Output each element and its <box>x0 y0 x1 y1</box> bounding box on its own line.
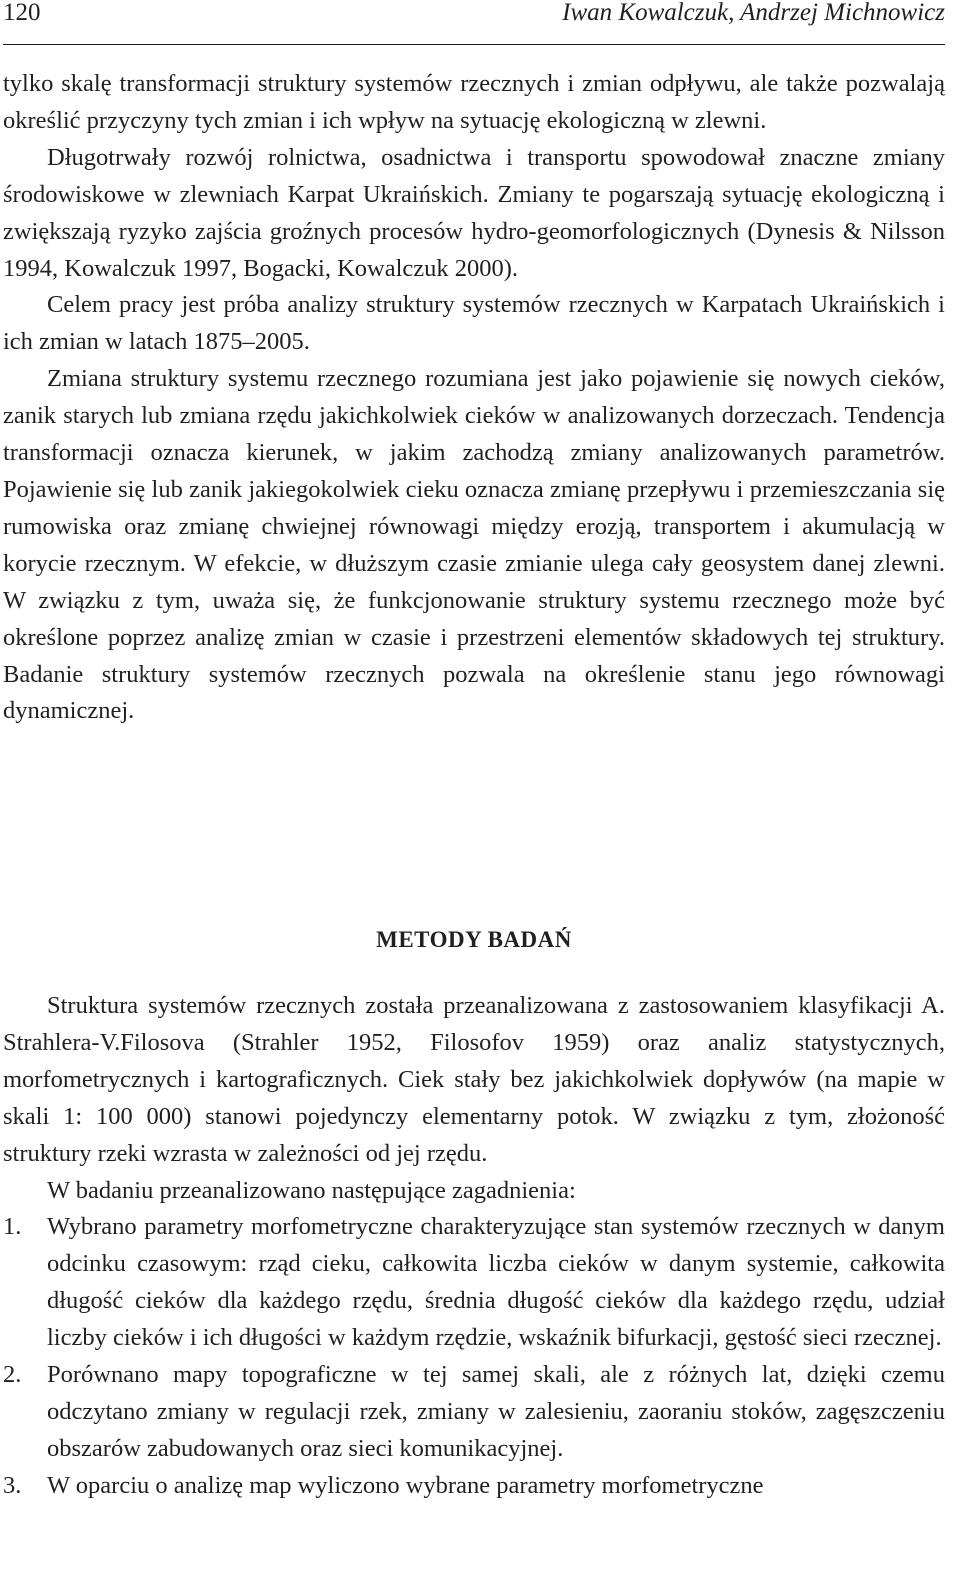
running-head-authors: Iwan Kowalczuk, Andrzej Michnowicz <box>562 0 945 26</box>
list-item-number: 3. <box>3 1471 22 1499</box>
list-item-text: Porównano mapy topograficzne w tej samej skali, ale z różnych lat, dzięki czemu odczytano zmiany w regulacji rzek, zmiany w zalesieniu, zaoraniu stoków, zagęszczeniu obszarów zabudowanych oraz sieci komunikacyjnej. <box>47 1361 945 1462</box>
section-heading: METODY BADAŃ <box>376 927 572 952</box>
list-item-number: 2. <box>3 1361 22 1389</box>
list-item <box>3 1468 945 1505</box>
paragraph: Zmiana struktury systemu rzecznego rozumiana jest jako pojawienie się nowych cieków, zanik starych lub zmiana rzędu jakichkolwiek cieków w analizowanych dorzeczach. Tendencja transformacji oznacza kierunek, w jakim zachodzą zmiany analizowanych parametrów. Pojawienie się lub zanik jakiegokolwiek cieku oznacza zmianę przepływu i przemieszczania się rumowiska oraz zmianę chwiejnej równowagi między erozją, transportem i akumulacją w korycie rzecznym. W efekcie, w dłuższym czasie zmianie ulega cały geosystem danej zlewni. W związku z tym, uważa się, że funkcjonowanie struktury systemu rzecznego może być określone poprzez analizę zmian w czasie i przestrzeni elementów składowych tej struktury. Badanie struktury systemów rzecznych pozwala na określenie stanu jego równowagi dynamicznej. <box>3 365 945 725</box>
paragraph-continuation: tylko skalę transformacji struktury systemów rzecznych i zmian odpływu, ale także pozwalają określić przyczyny tych zmian i ich wpływ na sytuację ekologiczną w zlewni. <box>3 70 945 134</box>
introduction-section <box>3 66 945 730</box>
list-item <box>3 1357 945 1468</box>
document-page <box>3 0 945 1499</box>
list-item-text: Wybrano parametry morfometryczne charakteryzujące stan systemów rzecznych w danym odcinku czasowym: rząd cieku, całkowita liczba cieków w danym systemie, całkowita długość cieków dla każdego rzędu, średnia długość cieków dla każdego rzędu, udział liczby cieków i ich długości w każdym rzędzie, wskaźnik bifurkacji, gęstość sieci rzecznej. <box>47 1213 945 1352</box>
paragraph: W badaniu przeanalizowano następujące zagadnienia: <box>47 1176 576 1204</box>
list-item-number: 1. <box>3 1213 22 1241</box>
numbered-list <box>3 1209 945 1504</box>
running-head <box>3 0 945 45</box>
list-item-text: W oparciu o analizę map wyliczono wybrane parametry morfometryczne <box>47 1471 764 1499</box>
paragraph: Struktura systemów rzecznych została przeanalizowana z zastosowaniem klasyfikacji A. Strahlera-V.Filosova (Strahler 1952, Filosofov 1959) oraz analiz statystycznych, morfometrycznych i kartograficznych. Ciek stały bez jakichkolwiek dopływów (na mapie w skali 1: 100 000) stanowi pojedynczy elementarny potok. W związku z tym, złożoność struktury rzeki wzrasta w zależności od jej rzędu. <box>3 992 945 1167</box>
page-number: 120 <box>3 0 41 26</box>
methods-section <box>3 988 945 1505</box>
paragraph: Długotrwały rozwój rolnictwa, osadnictwa i transportu spowodował znaczne zmiany środowiskowe w zlewniach Karpat Ukraińskich. Zmiany te pogarszają sytuację ekologiczną i zwiększają ryzyko zajścia groźnych procesów hydro-geomorfologicznych (Dynesis & Nilsson 1994, Kowalczuk 1997, Bogacki, Kowalczuk 2000). <box>3 143 945 282</box>
paragraph-aim: Celem pracy jest próba analizy struktury systemów rzecznych w Karpatach Ukraińskich i ich zmian w latach 1875–2005. <box>3 291 945 356</box>
list-item <box>3 1209 945 1357</box>
